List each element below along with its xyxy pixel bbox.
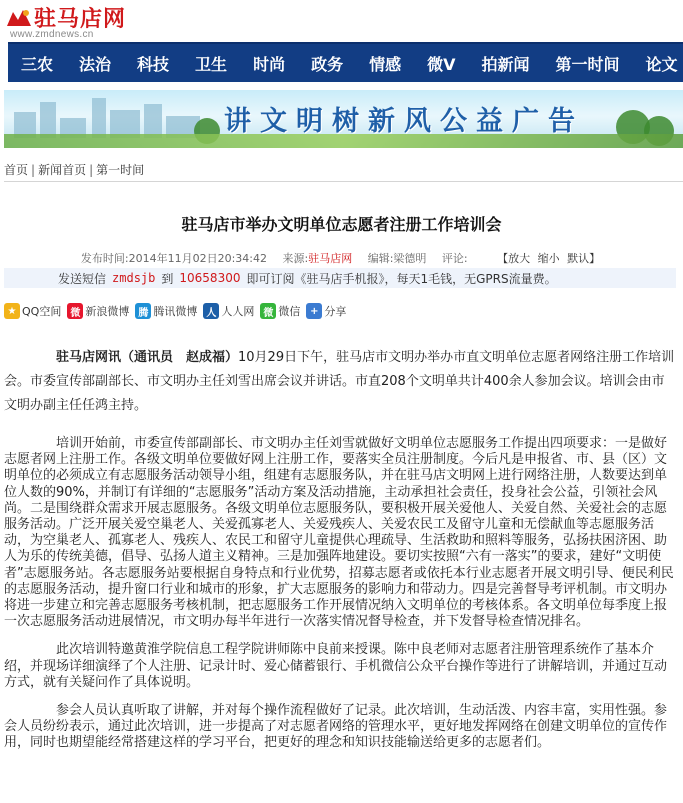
share-label: 新浪微博 [85,305,130,318]
logo-emblem-icon [4,6,34,30]
breadcrumb-separator: | [89,162,94,177]
nav-item[interactable]: 拍新闻 [481,54,530,74]
breadcrumb-separator: | [31,162,36,177]
nav-item[interactable]: 卫生 [195,54,228,74]
font-size-tools [495,252,602,265]
lead-text: 10月29日下午，驻马店市文明办举办市直文明单位志愿者网络注册工作培训会。市委宣传部副部长、市文明办主任刘雪出席会议并讲话。市直208个文明单共计400余人参加会议。培训会由市文明办副主任任鸿主持。 [4,350,675,413]
main-nav-list [8,44,683,82]
site-url: www.zmdnews.cn [10,29,94,40]
zoom-out-link[interactable]: 缩小 [537,252,560,265]
nav-item[interactable]: 微V [427,54,456,74]
site-name: 驻马店网 [34,6,127,32]
share-tencent-weibo-button[interactable] [135,303,197,319]
banner-building [144,104,162,138]
sms-suffix: 即可订阅《驻马店手机报》，每天1毛钱，无GPRS流量费。 [246,271,557,286]
share-weibo-button[interactable] [67,303,129,319]
share-label: 分享 [324,305,347,318]
zoom-in-link[interactable]: 【放大 [497,252,531,265]
sms-to: 到 [161,271,174,286]
weibo-icon: 微 [67,303,83,319]
share-label: 人人网 [221,305,255,318]
share-bar [4,302,352,320]
banner-building [40,102,56,138]
lead-byline: 驻马店网讯（通讯员 赵成福） [56,350,239,365]
main-nav [8,42,683,82]
sms-code: zmdsjb [112,271,156,285]
sms-prefix: 发送短信 [58,271,107,286]
breadcrumb-news-home[interactable]: 新闻首页 [38,163,87,177]
source-label: 来源: [282,252,309,265]
public-service-banner[interactable] [4,90,683,148]
article-paragraph: 此次培训特邀黄淮学院信息工程学院讲师陈中良前来授课。陈中良老师对志愿者注册管理系统作了基本介绍，并现场详细演绎了个人注册、记录计时、爱心储蓄银行、手机微信公众平台操作等进行了讲解培训，并通过互动方式，就有关疑问作了具体说明。 [4,642,668,690]
nav-item[interactable]: 科技 [137,54,170,74]
renren-icon: 人 [203,303,219,319]
editor-label: 编辑: [367,252,394,265]
share-wechat-button[interactable] [260,303,300,319]
nav-item[interactable]: 时尚 [253,54,286,74]
share-plus-share-button[interactable] [306,303,346,319]
publish-time: 2014年11月02日20:34:42 [128,252,267,265]
sms-subscribe-bar [4,268,676,288]
sms-number: 10658300 [179,271,241,285]
nav-item[interactable]: 第一时间 [555,54,620,74]
publish-time-label: 发布时间: [80,252,129,265]
breadcrumb-home[interactable]: 首页 [4,163,29,177]
share-label: 微信 [278,305,301,318]
qzone-icon: ★ [4,303,20,319]
nav-item[interactable]: 情感 [369,54,402,74]
nav-item[interactable]: 政务 [311,54,344,74]
share-label: 腾讯微博 [153,305,198,318]
share-label: QQ空间 [22,305,62,318]
article-body [4,346,676,764]
article-meta [0,250,683,266]
site-logo[interactable] [4,2,144,40]
nav-item[interactable]: 三农 [21,54,54,74]
zoom-default-link[interactable]: 默认】 [567,252,601,265]
article-paragraph: 参会人员认真听取了讲解，并对每个操作流程做好了记录。此次培训，生动活泼、内容丰富，实用性强。参会人员纷纷表示，通过此次培训，进一步提高了对志愿者网络的管理水平，更好地发挥网络在创建文明单位的宣传作用，同时也期望能经常搭建这样的学习平台，把更好的理念和知识技能输送给更多的志愿者们。 [4,703,668,751]
nav-item[interactable]: 法治 [79,54,112,74]
share-renren-button[interactable] [203,303,254,319]
plus-share-icon: + [306,303,322,319]
share-qzone-button[interactable] [4,303,61,319]
article-lead [4,346,676,418]
wechat-icon: 微 [260,303,276,319]
article-title: 驻马店市举办文明单位志愿者注册工作培训会 [181,215,502,234]
editor-name: 梁德明 [393,252,427,265]
comment-label[interactable]: 评论: [441,252,468,265]
site-header [0,0,683,42]
banner-slogan: 讲文明树新风公益广告 [224,106,584,137]
article-paragraph: 培训开始前，市委宣传部副部长、市文明办主任刘雪就做好文明单位志愿服务工作提出四项要求：一是做好志愿者网上注册工作。各级文明单位要做好网上注册工作，要落实全员注册制度。今后凡是申报省、市、县（区）文明单位的必须成立有志愿服务活动领导小组，组建有志愿服务队，并在驻马店文明网上进行网络注册，人数要达到单位人数的90%，并制订有详细的“志愿服务”活动方案及活动措施，主动承担社会责任，投身社会公益，引领社会风尚。二是围绕群众需求开展志愿服务。各级文明单位志愿服务队，要积极开展关爱他人、关爱自然、关爱社会的志愿服务活动。广泛开展关爱空巢老人、关爱孤寡老人、关爱残疾人、关爱农民工及留守儿童和无偿献血等志愿服务活动，为空巢老人、孤寡老人、残疾人、农民工和留守儿童提供心理疏导、生活救助和照料等服务，弘扬扶困济困、助人为乐的传统美德，倡导、弘扬人道主义精神。三是加强阵地建设。要切实按照“六有一落实”的要求，建好“文明使者”志愿服务站。各志愿服务站要根据自身特点和行业优势，招募志愿者或依托本行业志愿者开展文明引导、便民利民的志愿服务活动，提升窗口行业和城市的形象，扩大志愿服务的影响力和带动力。四是完善督导考评机制。市文明办将进一步建立和完善志愿服务考核机制，把志愿服务工作开展情况纳入文明单位的考核体系。各文明单位每季度上报一次志愿服务活动进展情况，市文明办每半年进行一次落实情况督导检查，并下发督导检查情况排名。 [4,436,674,630]
breadcrumb [4,158,683,182]
source-link[interactable]: 驻马店网 [308,252,353,265]
nav-item[interactable]: 论文 [645,54,678,74]
breadcrumb-first-time[interactable]: 第一时间 [96,163,145,177]
banner-building [92,98,106,138]
tencent-weibo-icon: 腾 [135,303,151,319]
